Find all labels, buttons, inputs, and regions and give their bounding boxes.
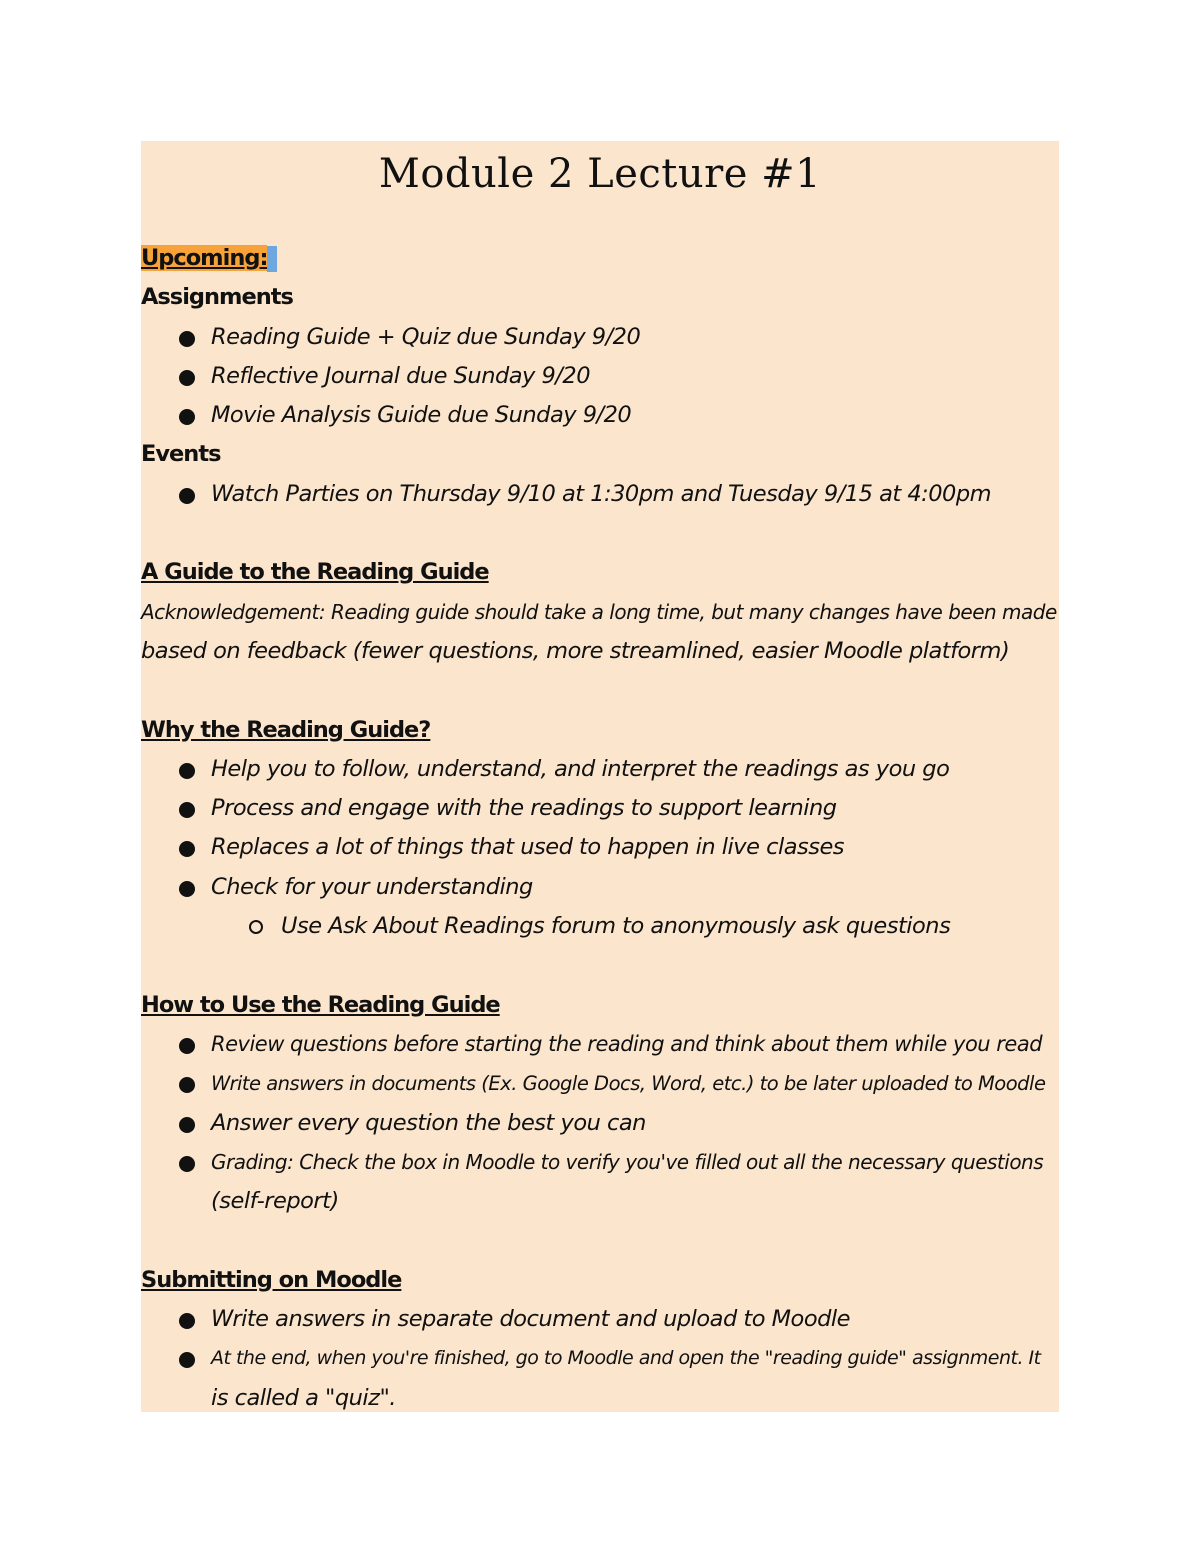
list-item: Process and engage with the readings to support learning: [141, 789, 1059, 828]
submit-heading: Submitting on Moodle: [141, 1266, 402, 1293]
list-item-continuation: is called a "quiz".: [211, 1384, 396, 1411]
list-item: Write answers in documents (Ex. Google Docs, Word, etc.) to be later uploaded to Moodle: [141, 1064, 1059, 1103]
document-body: [141, 239, 1059, 1418]
list-item: Review questions before starting the reading and think about them while you read: [141, 1025, 1059, 1064]
list-item: Movie Analysis Guide due Sunday 9/20: [141, 396, 1059, 435]
document-page: [141, 141, 1059, 1412]
list-item: At the end, when you're finished, go to Moodle and open the "reading guide" assignment. It: [141, 1339, 1059, 1378]
guide-heading: A Guide to the Reading Guide: [141, 559, 489, 586]
guide-paragraph-line: based on feedback (fewer questions, more streamlined, easier Moodle platform): [141, 637, 1010, 664]
forum-name: Ask About Readings: [328, 913, 545, 940]
cursor-highlight: [267, 246, 277, 272]
list-item-continuation: (self-report): [211, 1188, 339, 1215]
sub-item-prefix: Use: [281, 913, 329, 940]
list-item: Reading Guide + Quiz due Sunday 9/20: [141, 318, 1059, 357]
list-item: Reflective Journal due Sunday 9/20: [141, 357, 1059, 396]
guide-paragraph-line: Acknowledgement: Reading guide should take a long time, but many changes have been made: [141, 599, 1057, 624]
list-item: Watch Parties on Thursday 9/10 at 1:30pm and Tuesday 9/15 at 4:00pm: [141, 475, 1059, 514]
why-heading: Why the Reading Guide?: [141, 716, 431, 743]
upcoming-heading: [141, 239, 1059, 278]
list-item: Answer every question the best you can: [141, 1104, 1059, 1143]
sub-item-suffix: forum to anonymously ask questions: [544, 913, 951, 940]
assignments-subheading: Assignments: [141, 284, 293, 311]
sub-list-item: [141, 907, 1059, 946]
list-item: Write answers in separate document and upload to Moodle: [141, 1300, 1059, 1339]
list-item: Check for your understanding: [141, 868, 1059, 907]
events-subheading: Events: [141, 441, 221, 468]
list-item: Help you to follow, understand, and interpret the readings as you go: [141, 750, 1059, 789]
upcoming-label: Upcoming:: [141, 245, 268, 271]
page-title: Module 2 Lecture #1: [378, 151, 822, 197]
how-heading: How to Use the Reading Guide: [141, 991, 500, 1018]
list-item: Grading: Check the box in Moodle to verify you've filled out all the necessary questions: [141, 1143, 1059, 1182]
list-item: Replaces a lot of things that used to happen in live classes: [141, 828, 1059, 867]
